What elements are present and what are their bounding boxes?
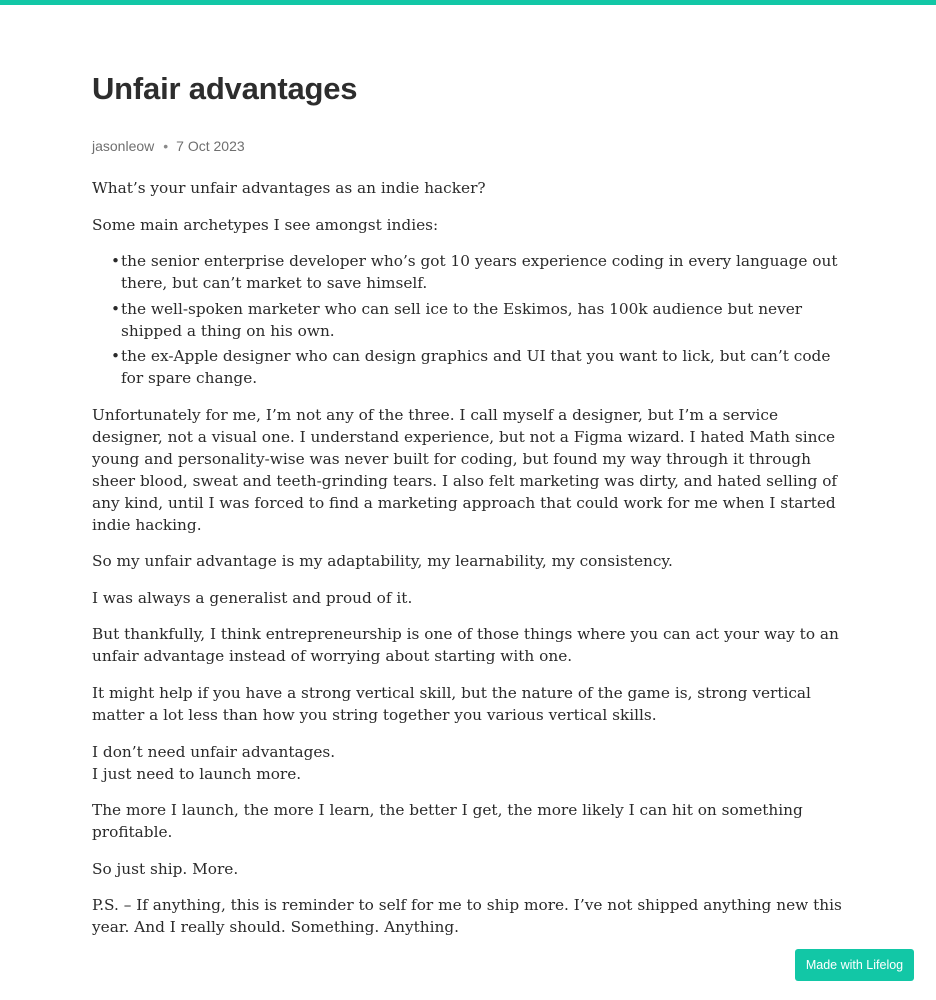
paragraph: So my unfair advantage is my adaptability, my learnability, my consistency. <box>92 552 673 571</box>
paragraph: So just ship. More. <box>92 859 239 878</box>
top-accent-bar <box>0 0 936 5</box>
paragraph: It might help if you have a strong vertical skill, but the nature of the game is, strong vertical matter a lot less than how you string together you various vertical skills. <box>92 683 811 724</box>
list-item: • the well-spoken marketer who can sell ice to the Eskimos, has 100k audience but never shipped a thing on his own. <box>121 298 842 342</box>
post-date: 7 Oct 2023 <box>176 138 245 154</box>
paragraph-line: I don’t need unfair advantages. <box>92 742 336 761</box>
paragraph <box>92 741 842 785</box>
paragraph: The more I launch, the more I learn, the better I get, the more likely I can hit on something profitable. <box>92 801 803 842</box>
separator-dot-icon: • <box>163 138 169 154</box>
list-item: • the senior enterprise developer who’s got 10 years experience coding in every language out there, but can’t market to save himself. <box>121 250 842 294</box>
list-item: • the ex-Apple designer who can design graphics and UI that you want to lick, but can’t code for spare change. <box>121 345 842 389</box>
paragraph-line: I just need to launch more. <box>92 764 302 783</box>
archetype-list <box>92 250 842 389</box>
paragraph: P.S. – If anything, this is reminder to self for me to ship more. I’ve not shipped anything new this year. And I really should. Something. Anything. <box>92 896 842 937</box>
post-body <box>92 177 842 953</box>
paragraph: Some main archetypes I see amongst indies: <box>92 215 439 234</box>
paragraph: Unfortunately for me, I’m not any of the three. I call myself a designer, but I’m a service designer, not a visual one. I understand experience, but not a Figma wizard. I hated Math since young and personality-wise was never built for coding, but found my way through it through sheer blood, sweat and teeth-grinding tears. I also felt marketing was dirty, and hated selling of any kind, until I was forced to find a marketing approach that could work for me when I started indie hacking. <box>92 405 838 534</box>
paragraph: But thankfully, I think entrepreneurship is one of those things where you can act your way to an unfair advantage instead of worrying about starting with one. <box>92 625 839 666</box>
paragraph: What’s your unfair advantages as an indie hacker? <box>92 179 486 197</box>
post-title: Unfair advantages <box>92 71 358 106</box>
author-name[interactable]: jasonleow <box>92 138 155 154</box>
post-meta <box>92 137 245 155</box>
made-with-lifelog-button[interactable]: Made with Lifelog <box>795 949 914 981</box>
paragraph: I was always a generalist and proud of it. <box>92 588 413 607</box>
